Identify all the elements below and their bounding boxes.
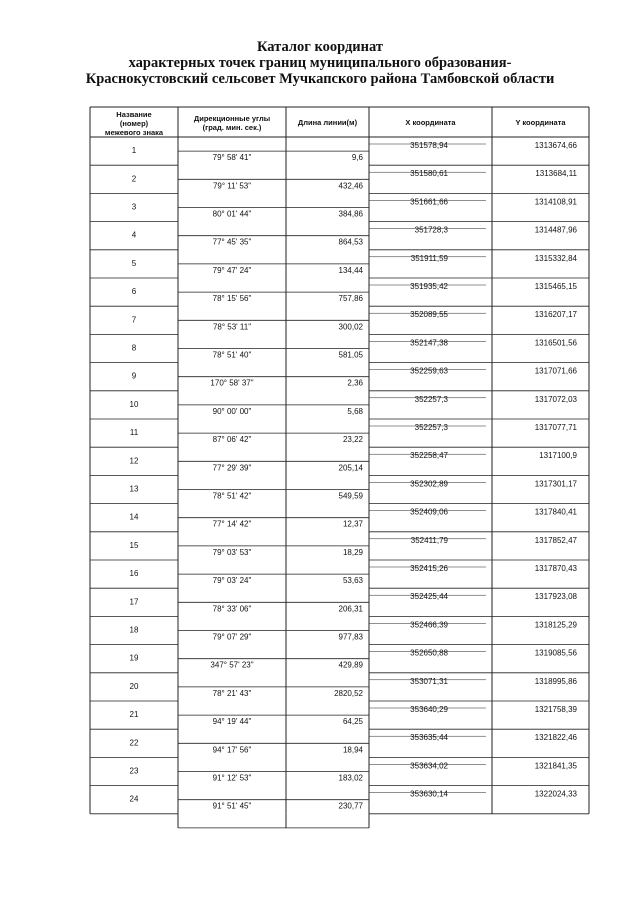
segment-length: 300,02: [338, 322, 363, 332]
point-x: 352650,88: [410, 648, 448, 658]
segment-angle: 170° 58' 37": [210, 378, 254, 388]
point-y: 1314108,91: [534, 197, 577, 207]
point-y: 1314487,96: [534, 225, 577, 235]
segment-length: 53,63: [342, 576, 363, 586]
point-number: 1: [131, 146, 137, 156]
segment-length: 581,05: [338, 350, 363, 360]
point-x: 353640,29: [410, 705, 448, 714]
point-y: 1317071,66: [534, 366, 577, 376]
document-title-line-1: Каталог координат: [256, 39, 384, 55]
segment-length: 864,53: [338, 237, 363, 247]
point-x: 352257,3: [414, 423, 448, 432]
segment-angle: 90° 00' 00": [212, 406, 252, 416]
segment-angle: 79° 07' 29": [212, 632, 252, 642]
point-x: 351580,61: [410, 169, 448, 179]
header-length: Длина линии(м): [297, 118, 358, 127]
segment-length: 9,6: [351, 153, 363, 163]
point-y: 1313674,66: [534, 141, 577, 150]
point-number: 6: [131, 287, 137, 297]
point-x: 351578,94: [410, 141, 448, 150]
segment-length: 18,94: [342, 745, 363, 755]
point-y: 1319085,56: [534, 648, 577, 658]
point-x: 352466,39: [410, 620, 448, 630]
point-x: 352258,47: [410, 451, 448, 461]
point-x: 352147,38: [410, 338, 448, 348]
point-number: 9: [131, 371, 137, 381]
point-x: 353634,02: [410, 761, 448, 771]
point-y: 1321822,46: [534, 733, 577, 743]
segment-angle: 87° 06' 42": [212, 435, 252, 445]
point-y: 1317077,71: [534, 423, 577, 432]
point-number: 10: [129, 399, 139, 409]
point-y: 1315465,15: [534, 282, 577, 291]
segment-angle: 78° 53' 11": [212, 322, 252, 332]
point-number: 8: [131, 343, 137, 353]
segment-angle: 79° 03' 24": [212, 576, 252, 586]
segment-length: 183,02: [338, 773, 363, 783]
segment-length: 205,14: [338, 463, 363, 473]
segment-angle: 94° 17' 56": [212, 745, 252, 755]
point-y: 1317840,41: [534, 507, 577, 517]
segment-length: 549,59: [338, 491, 363, 501]
segment-length: 977,83: [338, 632, 363, 642]
segment-angle: 79° 58' 41": [212, 153, 252, 163]
point-number: 4: [131, 230, 137, 240]
point-y: 1317870,43: [534, 564, 577, 573]
point-x: 352415,26: [410, 564, 448, 573]
point-x: 351728,3: [414, 225, 448, 235]
header-name: (номер): [119, 119, 149, 128]
point-number: 17: [129, 597, 139, 607]
segment-length: 23,22: [342, 435, 363, 445]
point-number: 24: [129, 794, 139, 804]
point-x: 353630,14: [410, 789, 448, 799]
point-number: 12: [129, 456, 139, 466]
header-y: Y координата: [515, 118, 566, 127]
segment-length: 2,36: [347, 378, 363, 388]
point-y: 1317301,17: [534, 479, 577, 489]
segment-angle: 77° 29' 39": [212, 463, 252, 473]
point-number: 20: [129, 681, 139, 691]
segment-length: 432,46: [338, 181, 363, 191]
segment-length: 18,29: [342, 547, 363, 557]
point-y: 1316207,17: [534, 310, 577, 320]
segment-length: 206,31: [338, 604, 363, 614]
point-number: 23: [129, 766, 139, 776]
point-x: 352411,79: [410, 535, 448, 545]
point-y: 1317072,03: [534, 394, 577, 404]
point-number: 18: [129, 625, 139, 635]
point-x: 352089,55: [410, 310, 448, 320]
segment-angle: 79° 03' 53": [212, 547, 252, 557]
point-number: 14: [129, 512, 139, 522]
segment-angle: 91° 12' 53": [212, 773, 252, 783]
segment-angle: 78° 15' 56": [212, 294, 252, 304]
point-y: 1313684,11: [535, 169, 577, 179]
point-number: 16: [129, 569, 139, 579]
point-number: 11: [129, 428, 139, 438]
point-number: 19: [129, 653, 139, 663]
header-angle: (град. мин. сек.): [202, 123, 262, 132]
segment-angle: 79° 47' 24": [212, 265, 252, 275]
point-y: 1321758,39: [534, 705, 577, 714]
segment-length: 384,86: [338, 209, 363, 219]
point-x: 352259,63: [410, 366, 448, 376]
point-number: 22: [129, 738, 139, 748]
point-y: 1317923,08: [534, 592, 577, 602]
segment-length: 134,44: [338, 265, 363, 275]
point-y: 1316501,56: [534, 338, 577, 348]
point-x: 352257,3: [414, 394, 448, 404]
segment-angle: 94° 19' 44": [212, 717, 252, 727]
segment-length: 12,37: [342, 519, 363, 529]
header-name: Название: [116, 110, 152, 119]
point-number: 2: [131, 174, 137, 184]
segment-angle: 78° 51' 42": [212, 491, 252, 501]
segment-angle: 77° 45' 35": [212, 237, 252, 247]
point-y: 1318125,29: [534, 620, 577, 630]
document-title-line-3: Краснокустовский сельсовет Мучкапского района Тамбовской области: [85, 71, 555, 87]
point-x: 352409,06: [410, 507, 448, 517]
point-x: 352425,44: [410, 592, 448, 602]
segment-length: 64,25: [342, 717, 363, 727]
segment-angle: 78° 51' 40": [212, 350, 252, 360]
header-name: межевого знака: [104, 128, 164, 137]
point-y: 1318995,86: [534, 676, 577, 686]
segment-angle: 79° 11' 53": [212, 181, 252, 191]
segment-angle: 347° 57' 23": [210, 660, 254, 670]
segment-length: 2820,52: [334, 688, 363, 698]
point-number: 13: [129, 484, 139, 494]
point-number: 7: [131, 315, 137, 325]
point-x: 353635,44: [410, 733, 448, 743]
point-y: 1315332,84: [534, 253, 577, 263]
document-title-line-2: характерных точек границ муниципального образования-: [128, 55, 512, 71]
segment-length: 757,86: [338, 294, 363, 304]
segment-angle: 80° 01' 44": [212, 209, 252, 219]
point-y: 1322024,33: [534, 789, 577, 799]
segment-length: 5,68: [347, 406, 363, 416]
segment-angle: 77° 14' 42": [212, 519, 252, 529]
point-number: 5: [131, 258, 137, 268]
segment-angle: 91° 51' 45": [212, 801, 252, 811]
header-x: X координата: [405, 118, 456, 127]
segment-angle: 78° 21' 43": [212, 688, 252, 698]
point-y: 1317100,9: [539, 451, 577, 461]
point-y: 1317852,47: [534, 535, 577, 545]
point-number: 3: [131, 202, 137, 212]
point-x: 353071,31: [410, 676, 448, 686]
point-x: 351935,42: [410, 282, 448, 291]
point-x: 352302,89: [410, 479, 448, 489]
header-angle: Дирекционные углы: [193, 114, 271, 123]
point-y: 1321841,35: [534, 761, 577, 771]
point-number: 15: [129, 540, 139, 550]
segment-length: 230,77: [338, 801, 363, 811]
point-x: 351911,59: [410, 253, 448, 263]
point-x: 351661,66: [410, 197, 448, 207]
segment-angle: 78° 33' 06": [212, 604, 252, 614]
segment-length: 429,89: [338, 660, 363, 670]
point-number: 21: [129, 710, 139, 720]
